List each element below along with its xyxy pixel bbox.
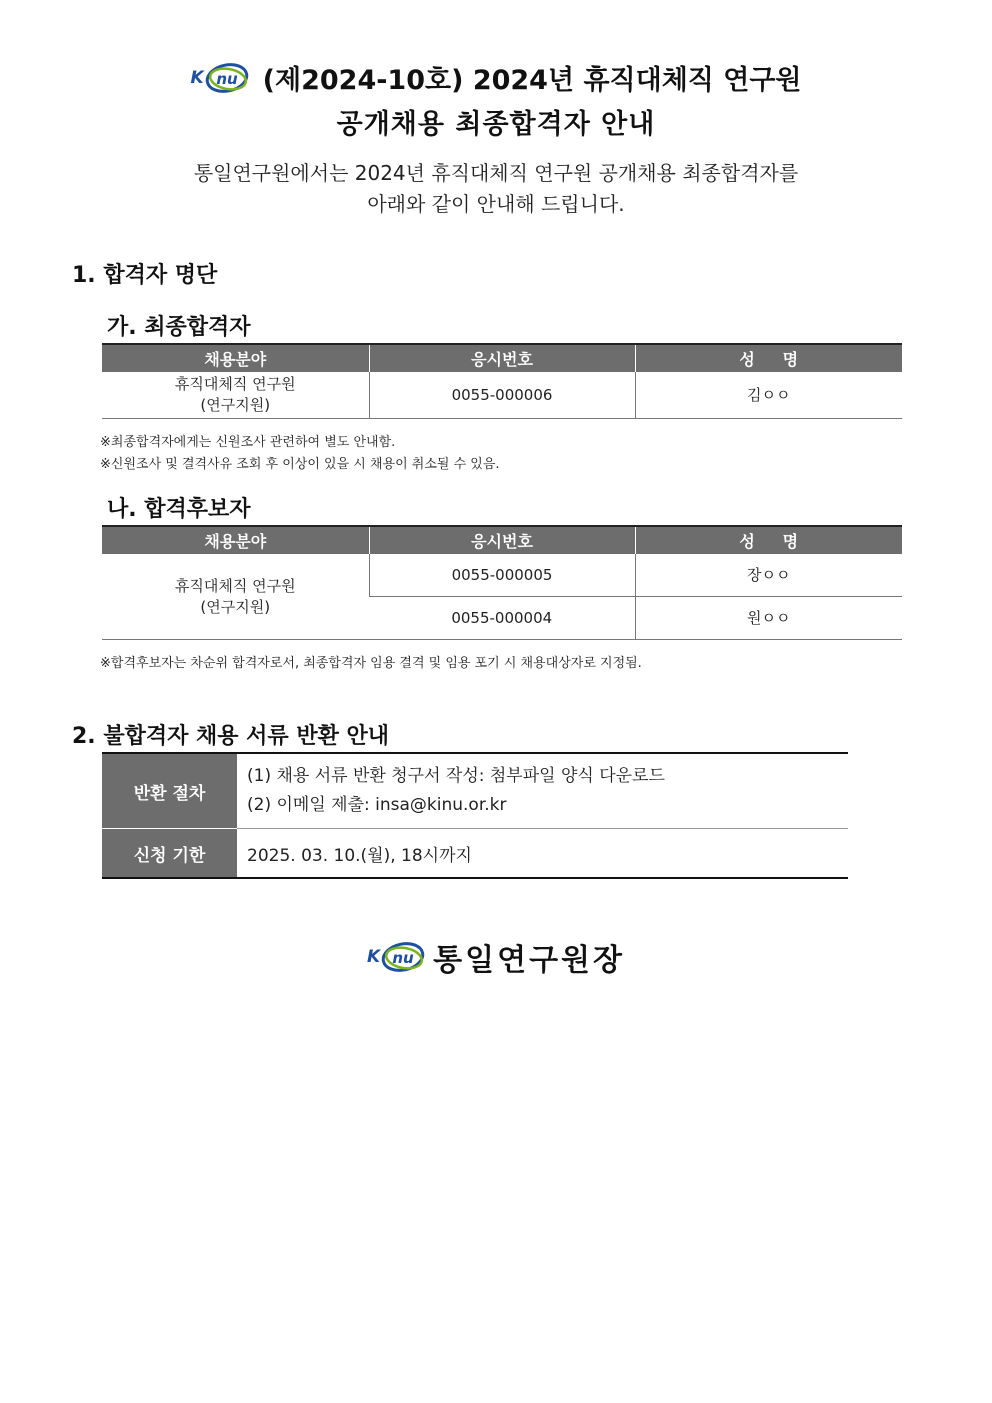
table-row [102, 372, 902, 419]
deadline-value: 2025. 03. 10.(월), 18시까지 [237, 829, 848, 879]
kinu-logo [367, 941, 425, 973]
candidates-note-1: ※합격후보자는 차순위 합격자로서, 최종합격자 임용 결격 및 임용 포기 시 채용대상자로 지정됨. [100, 656, 642, 671]
field-line2: (연구지원) [200, 597, 271, 616]
footer-signature [0, 935, 992, 979]
table-row [102, 753, 848, 829]
svg-text:nu: nu [392, 949, 414, 967]
logo-ring-icon [205, 62, 249, 94]
field-cell [102, 554, 369, 640]
procedure-step-2: (2) 이메일 제출: insa@kinu.or.kr [247, 795, 507, 815]
logo-letter-k: K [366, 947, 381, 967]
section2-heading: 2. 불합격자 채용 서류 반환 안내 [72, 724, 389, 749]
field-line1: 휴직대체직 연구원 [174, 375, 296, 393]
applicant-name-cell: 장ㅇㅇ [635, 554, 902, 597]
procedure-value [237, 753, 848, 829]
logo-letter-k: K [190, 67, 204, 88]
organization-name: 통일연구원장 [433, 943, 626, 978]
deadline-label: 신청 기한 [102, 829, 237, 879]
page-title-line2: 공개채용 최종합격자 안내 [336, 109, 656, 140]
return-documents-table [102, 752, 848, 879]
final-note-2: ※신원조사 및 결격사유 조회 후 이상이 있을 시 채용이 취소될 수 있음. [100, 457, 500, 472]
kinu-logo [190, 62, 248, 94]
candidates-heading: 나. 합격후보자 [107, 497, 251, 522]
applicant-name-cell: 김ㅇㅇ [635, 372, 902, 419]
page-title-line1: (제2024-10호) 2024년 휴직대체직 연구원 [262, 65, 802, 96]
intro-text-line1: 통일연구원에서는 2024년 휴직대체직 연구원 공개채용 최종합격자를 [193, 161, 799, 185]
applicant-number-cell: 0055-000004 [369, 597, 635, 640]
field-line2: (연구지원) [200, 396, 271, 414]
intro-text-line2: 아래와 같이 안내해 드립니다. [367, 192, 625, 216]
applicant-number-cell: 0055-000005 [369, 554, 635, 597]
final-passers-heading: 가. 최종합격자 [107, 315, 251, 340]
field-cell [102, 372, 369, 419]
column-header-number: 응시번호 [369, 344, 635, 372]
table-row [102, 554, 902, 597]
procedure-step-1: (1) 채용 서류 반환 청구서 작성: 첨부파일 양식 다운로드 [247, 766, 665, 786]
column-header-number: 응시번호 [369, 526, 635, 554]
section1-heading: 1. 합격자 명단 [72, 263, 218, 288]
column-header-name: 성 명 [635, 344, 902, 372]
column-header-name: 성 명 [635, 526, 902, 554]
column-header-field: 채용분야 [102, 526, 369, 554]
procedure-label: 반환 절차 [102, 753, 237, 829]
final-passers-table [102, 343, 902, 419]
title-row [0, 58, 992, 97]
svg-text:nu: nu [215, 69, 238, 88]
final-note-1: ※최종합격자에게는 신원조사 관련하여 별도 안내함. [100, 435, 396, 450]
candidates-table [102, 525, 902, 640]
applicant-name-cell: 원ㅇㅇ [635, 597, 902, 640]
table-row [102, 829, 848, 879]
column-header-field: 채용분야 [102, 344, 369, 372]
field-line1: 휴직대체직 연구원 [174, 576, 296, 595]
logo-ring-icon [381, 941, 425, 973]
applicant-number-cell: 0055-000006 [369, 372, 635, 419]
